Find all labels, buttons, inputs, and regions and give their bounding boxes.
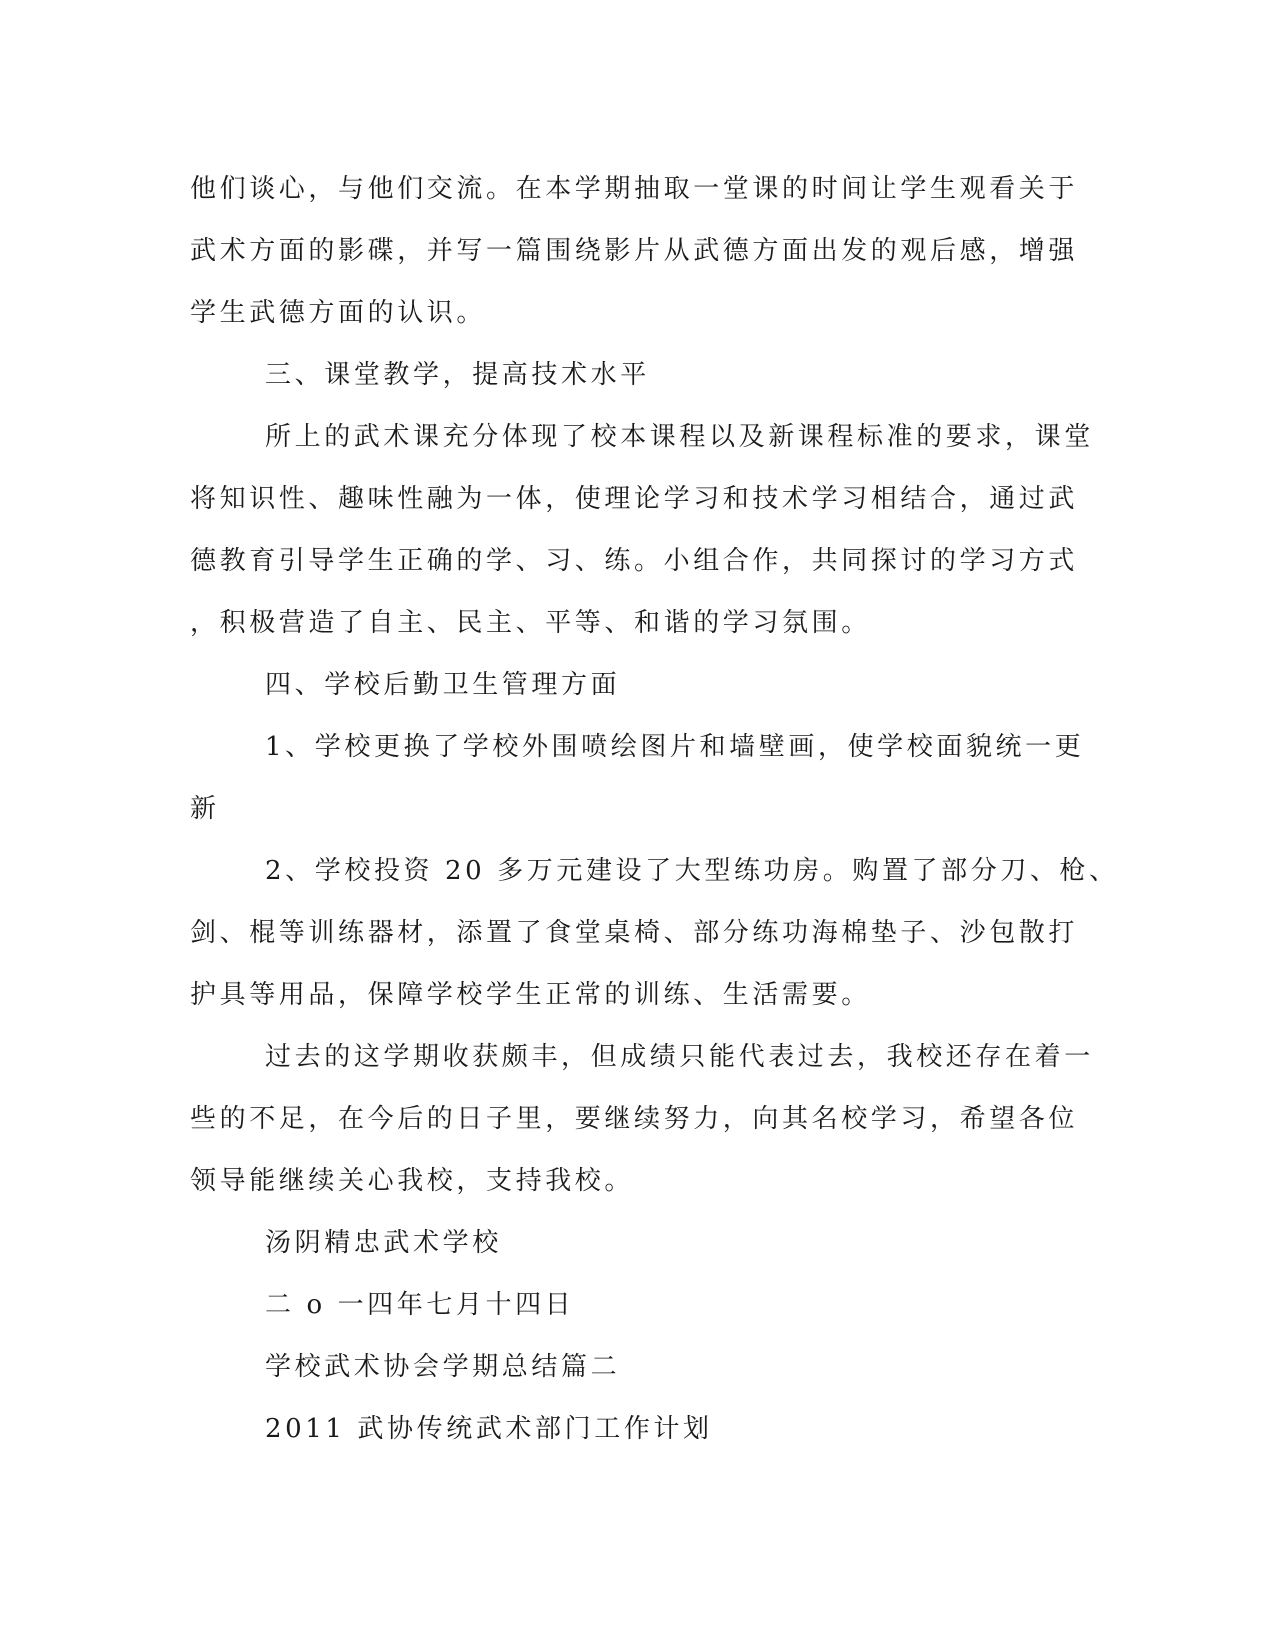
section-subtitle: 2011 武协传统武术部门工作计划 — [265, 1414, 713, 1444]
paragraph-line: 领导能继续关心我校，支持我校。 — [190, 1166, 635, 1196]
section-title: 学校武术协会学期总结篇二 — [265, 1352, 621, 1382]
list-item-line: 护具等用品，保障学校学生正常的训练、生活需要。 — [190, 980, 871, 1010]
paragraph-line: 学生武德方面的认识。 — [190, 298, 487, 328]
paragraph-line: 将知识性、趣味性融为一体，使理论学习和技术学习相结合，通过武 — [190, 484, 1079, 514]
list-item-line: 2、学校投资 20 多万元建设了大型练功房。购置了部分刀、枪、 — [265, 856, 1119, 886]
paragraph-line: 他们谈心，与他们交流。在本学期抽取一堂课的时间让学生观看关于 — [190, 174, 1079, 204]
list-item-line: 1、学校更换了学校外围喷绘图片和墙壁画，使学校面貌统一更 — [265, 732, 1085, 762]
list-item-line: 新 — [190, 794, 220, 824]
paragraph-line: 所上的武术课充分体现了校本课程以及新课程标准的要求，课堂 — [265, 422, 1094, 452]
paragraph-line: 些的不足，在今后的日子里，要继续努力，向其名校学习，希望各位 — [190, 1104, 1079, 1134]
section-heading-classroom-teaching: 三、课堂教学，提高技术水平 — [265, 360, 650, 390]
paragraph-line: 武术方面的影碟，并写一篇围绕影片从武德方面出发的观后感，增强 — [190, 236, 1079, 266]
list-item-line: 剑、棍等训练器材，添置了食堂桌椅、部分练功海棉垫子、沙包散打 — [190, 918, 1079, 948]
section-heading-logistics: 四、学校后勤卫生管理方面 — [265, 670, 621, 700]
paragraph-line: 过去的这学期收获颇丰，但成绩只能代表过去，我校还存在着一 — [265, 1042, 1094, 1072]
paragraph-line: 德教育引导学生正确的学、习、练。小组合作，共同探讨的学习方式 — [190, 546, 1079, 576]
signature-school-name: 汤阴精忠武术学校 — [265, 1228, 502, 1258]
signature-date: 二 o 一四年七月十四日 — [265, 1290, 575, 1320]
paragraph-line: ，积极营造了自主、民主、平等、和谐的学习氛围。 — [190, 608, 871, 638]
